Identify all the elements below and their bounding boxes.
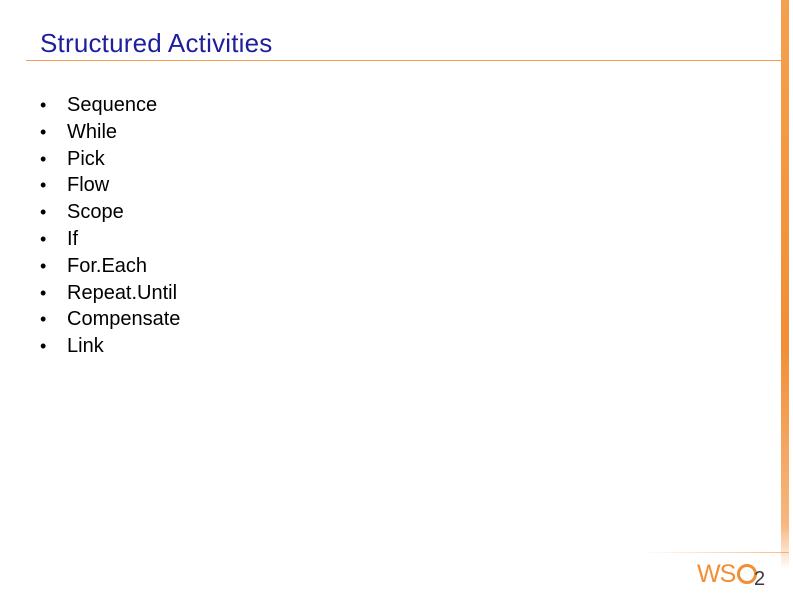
bullet-icon: • [40,282,47,303]
right-accent-bar [781,0,789,570]
list-item-text: Link [67,335,104,358]
bullet-icon: • [40,336,47,357]
bullet-icon: • [40,175,47,196]
list-item-text: If [67,227,79,250]
list-item-text: While [67,120,118,143]
list-item-text: Pick [67,147,105,170]
bullet-icon: • [40,95,47,115]
bullet-icon: • [40,255,47,276]
list-item-text: Sequence [67,94,158,116]
list-item-text: Compensate [67,308,181,331]
list-item-text: For.Each [67,254,148,277]
bullet-icon: • [40,121,47,142]
title-divider [26,60,782,61]
list-item-text: Flow [67,174,110,197]
bottom-accent-line [640,552,789,553]
bullet-icon: • [40,309,47,330]
list-item-text: Repeat.Until [67,281,178,304]
bullet-icon: • [40,202,47,223]
bullet-icon: • [40,148,47,169]
logo-wordmark: WS [697,560,736,588]
list-item-text: Scope [67,201,124,224]
slide-title: Structured Activities [40,28,273,58]
bullet-icon: • [40,228,47,249]
logo-subscript: 2 [754,568,766,590]
wso2-logo [697,558,777,592]
